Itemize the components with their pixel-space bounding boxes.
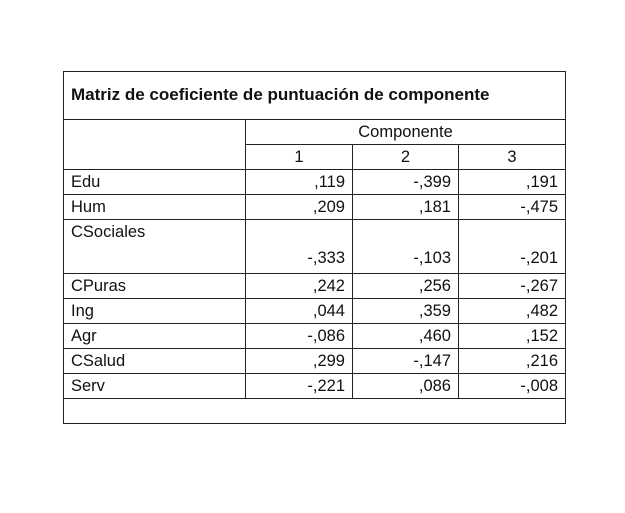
table-row [64, 220, 566, 274]
component-group-header: Componente [246, 120, 566, 145]
score-coefficient-matrix-table [63, 71, 566, 424]
cell-value: -,147 [353, 349, 459, 374]
row-label: CPuras [64, 274, 246, 299]
cell-value: -,103 [353, 220, 459, 274]
row-label: CSociales [64, 220, 246, 274]
table-row [64, 324, 566, 349]
cell-value: -,221 [246, 374, 353, 399]
column-header-1: 1 [246, 145, 353, 170]
cell-value: ,209 [246, 195, 353, 220]
cell-value: -,008 [459, 374, 566, 399]
column-header-3: 3 [459, 145, 566, 170]
cell-value: ,119 [246, 170, 353, 195]
cell-value: ,086 [353, 374, 459, 399]
cell-value: ,242 [246, 274, 353, 299]
cell-value: ,359 [353, 299, 459, 324]
column-header-2: 2 [353, 145, 459, 170]
cell-value: ,181 [353, 195, 459, 220]
cell-value: -,475 [459, 195, 566, 220]
cell-value: -,333 [246, 220, 353, 274]
cell-value: ,256 [353, 274, 459, 299]
cell-value: ,044 [246, 299, 353, 324]
row-label: Agr [64, 324, 246, 349]
table-row [64, 274, 566, 299]
row-label: Hum [64, 195, 246, 220]
row-label: Ing [64, 299, 246, 324]
cell-value: -,267 [459, 274, 566, 299]
cell-value: -,201 [459, 220, 566, 274]
cell-value: -,399 [353, 170, 459, 195]
cell-value: -,086 [246, 324, 353, 349]
table-row [64, 195, 566, 220]
row-label: Edu [64, 170, 246, 195]
cell-value: ,216 [459, 349, 566, 374]
table-row [64, 349, 566, 374]
table-footer-empty [64, 399, 566, 424]
cell-value: ,460 [353, 324, 459, 349]
table-row [64, 374, 566, 399]
table-title: Matriz de coeficiente de puntuación de componente [64, 72, 566, 120]
row-label: CSalud [64, 349, 246, 374]
row-label: Serv [64, 374, 246, 399]
table-row [64, 170, 566, 195]
header-corner-cell [64, 120, 246, 170]
cell-value: ,152 [459, 324, 566, 349]
cell-value: ,191 [459, 170, 566, 195]
cell-value: ,299 [246, 349, 353, 374]
cell-value: ,482 [459, 299, 566, 324]
table-row [64, 299, 566, 324]
